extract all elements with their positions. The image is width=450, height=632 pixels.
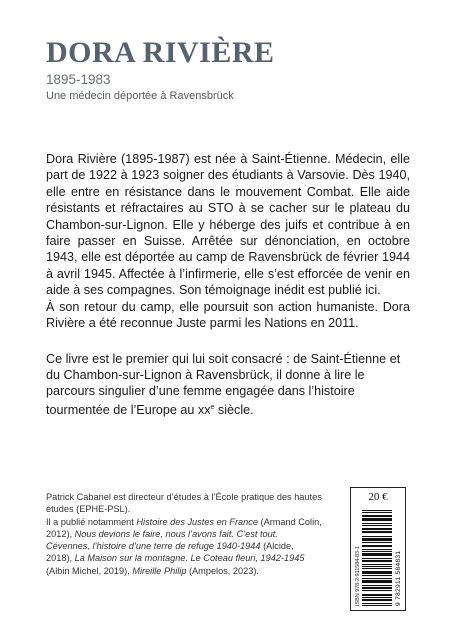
barcode-bar xyxy=(362,545,392,546)
barcode-bar xyxy=(362,546,392,547)
barcode-bar xyxy=(362,515,392,516)
work-publisher: (Albin Michel, 2019), xyxy=(46,565,133,576)
barcode-bar xyxy=(362,512,392,513)
work-title: Nous devions le faire, nous l’avons fait. C’est tout. Cévennes, l’histoire d’une terre de refuge 1940-1944 xyxy=(46,528,278,552)
barcode-bar xyxy=(362,553,392,554)
barcode-bar xyxy=(362,568,392,569)
work-title: La Maison sur la montagne. Le Coteau fleuri, 1942-1945 xyxy=(74,553,305,564)
intro-end: siècle. xyxy=(214,402,254,417)
book-subtitle: Une médecin déportée à Ravensbrück xyxy=(46,90,234,102)
barcode-bar xyxy=(362,590,392,591)
work-publisher: (Ampelos, 2023). xyxy=(186,565,259,576)
intro-century: xx xyxy=(197,402,211,417)
book-years: 1895-1983 xyxy=(46,72,111,87)
price-label: 20 € xyxy=(368,491,388,503)
barcode-bar xyxy=(362,564,392,565)
barcode-bar xyxy=(362,518,392,519)
barcode-bar xyxy=(362,597,392,598)
work-publisher: (Alcide, 2018), xyxy=(46,541,294,564)
barcode-bar xyxy=(362,560,392,561)
barcode-bar xyxy=(362,585,392,586)
author-line: Patrick Cabanel est directeur d’études à l’École pratique des hautes études (EPHE-PSL). xyxy=(46,492,322,515)
barcode-bar xyxy=(362,520,392,521)
barcode-bar xyxy=(362,532,392,533)
barcode-bar xyxy=(362,575,392,576)
work-title: Mireille Philip xyxy=(132,565,187,576)
barcode-bar xyxy=(362,587,392,588)
barcode-bar xyxy=(362,529,392,530)
bio-paragraph-2: À son retour du camp, elle poursuit son action humaniste. Dora Rivière a été reconnue Juste parmi les Nations en 2011. xyxy=(46,299,410,331)
barcode-box xyxy=(350,487,406,611)
barcode-bar xyxy=(362,551,392,552)
barcode-bar xyxy=(362,536,392,537)
barcode-bar xyxy=(362,588,392,589)
barcode-bar xyxy=(362,555,392,556)
barcode-bar xyxy=(362,531,392,532)
barcode-bar xyxy=(362,540,392,541)
barcode-bar xyxy=(362,558,392,559)
barcode-bar xyxy=(362,578,392,579)
barcode-bar xyxy=(362,516,392,517)
barcode-bar xyxy=(362,566,392,567)
book-title: DORA RIVIÈRE xyxy=(46,36,275,69)
barcode-bar xyxy=(362,572,392,573)
barcode-bar xyxy=(362,599,392,600)
work-publisher: (Armand Colin, 2012), xyxy=(46,516,322,539)
barcode-bar xyxy=(362,523,392,524)
barcode-bar xyxy=(362,554,392,555)
barcode-bar xyxy=(362,571,392,572)
barcode-bar xyxy=(362,600,392,601)
barcode-bar xyxy=(362,539,392,540)
works-intro: Il a publié notamment xyxy=(46,516,137,527)
bio-paragraph-1: Dora Rivière (1895-1987) est née à Saint-Étienne. Médecin, elle part de 1922 à 1923 soigner des étudiants à Varsovie. Dès 1940, elle entre en résistance dans le mouvement Combat. Elle aide résistants et réfractaires au STO à se cacher sur le plateau du Chambon-sur-Lignon. Elle y héberge des juifs et contribue à en faire passer en Suisse. Arrêtée sur dénonciation, en octobre 1943, elle est déportée au camp de Ravensbrück de février 1944 à avril 1945. Affectée à l’infirmerie, elle s’est efforcée de venir en aide à ses compagnes. Son témoignage inédit est publié ici. xyxy=(46,152,410,298)
barcode-bar xyxy=(362,528,392,529)
barcode-digits: 9 782911 584831 xyxy=(395,550,402,606)
barcode xyxy=(362,510,392,606)
barcode-bar xyxy=(362,525,392,526)
barcode-bar xyxy=(362,561,392,562)
author-bio xyxy=(46,491,322,577)
book-presentation xyxy=(46,351,410,418)
barcode-bar xyxy=(362,549,392,550)
barcode-bar xyxy=(362,603,392,604)
intro-century-sup: e xyxy=(210,403,215,411)
barcode-bar xyxy=(362,538,392,539)
barcode-bar xyxy=(362,519,392,520)
barcode-bar xyxy=(362,605,392,606)
barcode-bar xyxy=(362,573,392,574)
barcode-bar xyxy=(362,542,392,543)
barcode-bar xyxy=(362,594,392,595)
barcode-bar xyxy=(362,580,392,581)
isbn-text: ISBN 978-2-911584-83-1 xyxy=(355,546,361,606)
author-works xyxy=(46,516,322,577)
barcode-bar xyxy=(362,595,392,596)
biography-text xyxy=(46,151,410,331)
barcode-bar xyxy=(362,582,392,583)
barcode-bar xyxy=(362,581,392,582)
work-title: Histoire des Justes en France xyxy=(136,516,258,527)
intro-text: Ce livre est le premier qui lui soit consacré : de Saint-Étienne et du Chambon-sur-Lignon à Ravensbrück, il donne à lire le parcours singulier d’une femme engagée dans l’histoire tourmentée de l’Europe au xyxy=(46,352,401,417)
barcode-bar xyxy=(362,510,392,511)
